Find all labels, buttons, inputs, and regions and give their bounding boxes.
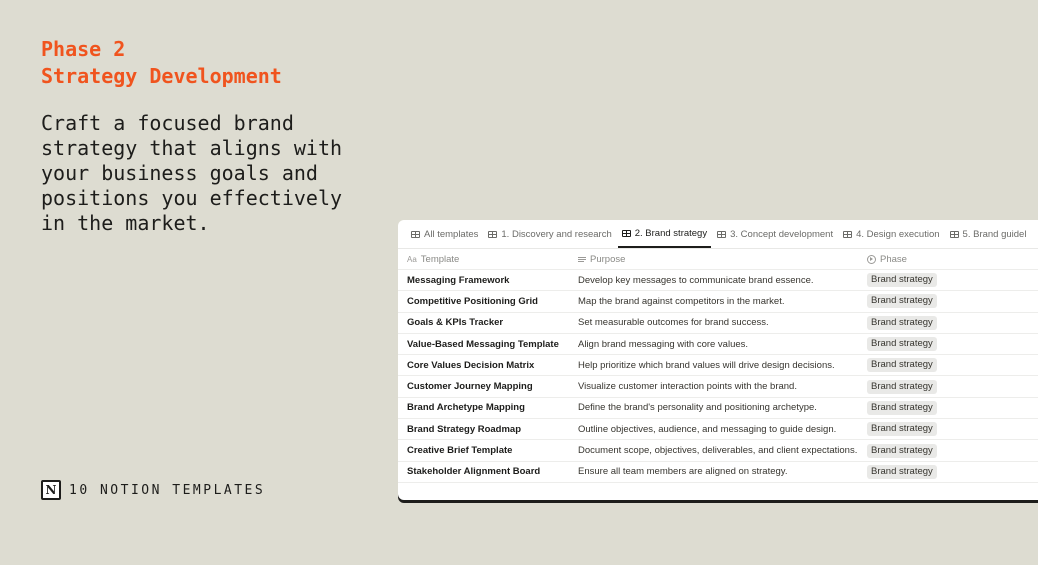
table-icon [717, 231, 726, 238]
table-row[interactable] [398, 440, 1038, 461]
text-lines-icon [578, 256, 586, 263]
purpose-text: Map the brand against competitors in the market. [578, 295, 785, 307]
purpose-cell[interactable] [569, 275, 858, 286]
phase-tag: Brand strategy [867, 444, 937, 458]
purpose-cell[interactable] [569, 339, 858, 350]
phase-tag: Brand strategy [867, 401, 937, 415]
template-name: Goals & KPIs Tracker [407, 317, 504, 329]
purpose-cell[interactable] [569, 296, 858, 307]
table-icon [411, 231, 420, 238]
table-icon [488, 231, 497, 238]
template-cell[interactable] [398, 466, 569, 477]
tab-label: 1. Discovery and research [501, 229, 612, 240]
column-label: Phase [880, 253, 907, 265]
phase-cell[interactable] [858, 380, 1038, 394]
tab-label: 3. Concept development [730, 229, 834, 240]
table-row[interactable] [398, 270, 1038, 291]
template-name: Brand Archetype Mapping [407, 402, 525, 414]
tab-all-templates[interactable] [407, 221, 482, 248]
tab-label: 4. Design execution [856, 229, 940, 240]
template-cell[interactable] [398, 317, 569, 328]
template-cell[interactable] [398, 424, 569, 435]
table-row[interactable] [398, 398, 1038, 419]
table-icon [622, 230, 631, 237]
phase-cell[interactable] [858, 401, 1038, 415]
purpose-text: Align brand messaging with core values. [578, 338, 749, 350]
template-cell[interactable] [398, 402, 569, 413]
table-icon [843, 231, 852, 238]
tab-brand-guidelines[interactable] [946, 221, 1031, 248]
purpose-cell[interactable] [569, 360, 858, 371]
database-view [398, 220, 1038, 500]
table-row[interactable] [398, 376, 1038, 397]
template-name: Stakeholder Alignment Board [407, 466, 541, 478]
purpose-text: Outline objectives, audience, and messaging to guide design. [578, 423, 837, 435]
purpose-text: Ensure all team members are aligned on strategy. [578, 466, 788, 478]
purpose-cell[interactable] [569, 445, 858, 456]
column-header-purpose[interactable] [569, 254, 858, 265]
purpose-text: Help prioritize which brand values will drive design decisions. [578, 359, 835, 371]
purpose-cell[interactable] [569, 317, 858, 328]
status-property-icon [867, 255, 876, 264]
template-cell[interactable] [398, 360, 569, 371]
purpose-cell[interactable] [569, 402, 858, 413]
tab-concept-development[interactable] [713, 221, 837, 248]
text-property-icon: Aa [407, 254, 417, 264]
phase-tag: Brand strategy [867, 380, 937, 394]
notion-logo-icon: N [41, 480, 61, 500]
template-name: Customer Journey Mapping [407, 381, 533, 393]
column-header-phase[interactable] [858, 254, 1038, 265]
phase-cell[interactable] [858, 273, 1038, 287]
phase-description: Craft a focused brand strategy that aligns with your business goals and positions you effectively in the market. [41, 111, 343, 235]
phase-tag: Brand strategy [867, 358, 937, 372]
purpose-text: Set measurable outcomes for brand success. [578, 317, 769, 329]
column-label: Template [420, 253, 460, 265]
tab-label: All templates [424, 229, 479, 240]
tab-discovery-research[interactable] [484, 221, 615, 248]
purpose-cell[interactable] [569, 466, 858, 477]
table-row[interactable] [398, 291, 1038, 312]
table-row[interactable] [398, 334, 1038, 355]
phase-cell[interactable] [858, 316, 1038, 330]
phase-cell[interactable] [858, 444, 1038, 458]
phase-cell[interactable] [858, 422, 1038, 436]
purpose-cell[interactable] [569, 381, 858, 392]
purpose-text: Visualize customer interaction points with the brand. [578, 381, 797, 393]
phase-tag: Brand strategy [867, 337, 937, 351]
template-name: Core Values Decision Matrix [407, 359, 535, 371]
phase-heading [41, 36, 282, 90]
phase-cell[interactable] [858, 465, 1038, 479]
phase-tag: Brand strategy [867, 294, 937, 308]
table-row[interactable] [398, 462, 1038, 483]
table-body [398, 270, 1038, 483]
table-row[interactable] [398, 355, 1038, 376]
template-name: Creative Brief Template [407, 445, 513, 457]
template-cell[interactable] [398, 381, 569, 392]
template-cell[interactable] [398, 275, 569, 286]
purpose-cell[interactable] [569, 424, 858, 435]
template-cell[interactable] [398, 445, 569, 456]
table-icon [950, 231, 959, 238]
tab-design-execution[interactable] [839, 221, 943, 248]
phase-tag: Brand strategy [867, 465, 937, 479]
purpose-text: Develop key messages to communicate brand essence. [578, 274, 814, 286]
template-name: Value-Based Messaging Template [407, 338, 559, 350]
brand-label: 10 NOTION TEMPLATES [69, 482, 266, 498]
phase-number: Phase 2 [41, 37, 126, 61]
phase-tag: Brand strategy [867, 316, 937, 330]
tab-brand-strategy[interactable] [618, 221, 711, 248]
purpose-text: Document scope, objectives, deliverables, and client expectations. [578, 445, 858, 457]
template-cell[interactable] [398, 296, 569, 307]
tab-label: 2. Brand strategy [634, 228, 708, 239]
purpose-text: Define the brand's personality and positioning archetype. [578, 402, 817, 414]
tab-label: 5. Brand guidel [962, 229, 1027, 240]
phase-cell[interactable] [858, 294, 1038, 308]
view-tabs [398, 220, 1038, 249]
template-name: Brand Strategy Roadmap [407, 423, 522, 435]
template-name: Competitive Positioning Grid [407, 295, 538, 307]
column-label: Purpose [590, 253, 626, 265]
phase-cell[interactable] [858, 337, 1038, 351]
column-header-template[interactable] [398, 254, 569, 265]
phase-tag: Brand strategy [867, 273, 937, 287]
table-row[interactable] [398, 313, 1038, 334]
template-name: Messaging Framework [407, 274, 510, 286]
table-header [398, 249, 1038, 270]
phase-title: Strategy Development [41, 64, 282, 88]
template-cell[interactable] [398, 339, 569, 350]
phase-tag: Brand strategy [867, 422, 937, 436]
brand-footer [41, 480, 265, 500]
table-row[interactable] [398, 419, 1038, 440]
phase-cell[interactable] [858, 358, 1038, 372]
